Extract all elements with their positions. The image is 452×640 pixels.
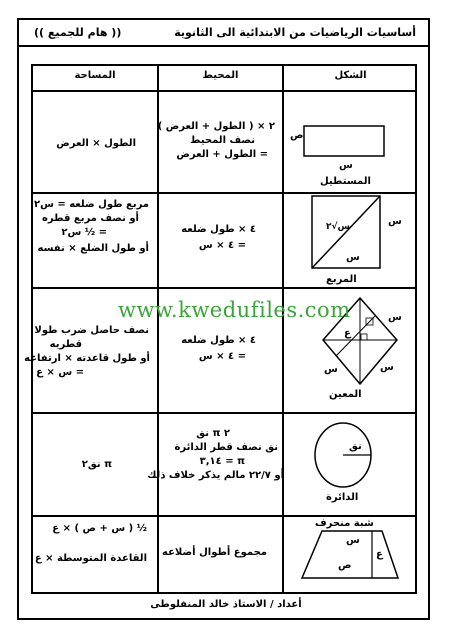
- perimeter-text: ٤ × طول ضلعه: [181, 224, 256, 235]
- perimeter-text: ٤ × طول ضلعه: [181, 335, 256, 346]
- perimeter-text: = ٤ × س: [198, 351, 246, 362]
- page-title: أساسيات الرياضيات من الابتدائية الى الثانوية: [174, 26, 416, 39]
- area-text: أو طول قاعدته × ارتفاعه: [24, 353, 150, 364]
- perimeter-text: مجموع أطوال أضلاعه: [162, 547, 267, 558]
- rectangle-side-label: س: [339, 160, 353, 171]
- area-text: مربع طول ضلعه = س٢: [33, 199, 149, 210]
- rectangle-shape: [304, 126, 384, 156]
- area-text: نصف حاصل ضرب طولا: [34, 325, 149, 336]
- square-diagonal-label: س√٢: [326, 222, 350, 232]
- rhombus-side-label: س: [380, 362, 394, 373]
- perimeter-text: نصف المحيط: [190, 135, 255, 146]
- area-text: ½ ( س + ص ) × ع: [52, 523, 147, 534]
- rhombus-height: [336, 316, 375, 356]
- area-text: الطول × العرض: [56, 138, 136, 149]
- area-text: π نق٢: [81, 459, 112, 470]
- header-note: (( هام للجميع )): [34, 26, 122, 39]
- trapezoid-name: شبة منحرف: [315, 518, 374, 529]
- area-text: أو نصف مربع قطره: [41, 213, 139, 224]
- trapezoid-height-label: ع: [376, 549, 383, 560]
- header-perimeter: المحيط: [202, 70, 239, 81]
- circle-name: الدائرة: [326, 492, 359, 503]
- rhombus-name: المعين: [329, 389, 362, 400]
- header-shape: الشكل: [334, 70, 367, 81]
- rhombus-height-label: ع: [344, 328, 351, 339]
- rhombus-side-label: س: [388, 312, 402, 323]
- right-angle-mark: [361, 334, 367, 340]
- watermark: www.kwedufiles.com: [118, 298, 351, 322]
- square-side-label: س: [388, 216, 402, 227]
- perimeter-text: نق نصف قطر الدائرة: [174, 442, 278, 453]
- perimeter-text: ٢ × ( الطول + العرض ): [157, 121, 275, 132]
- area-text: قطريه: [49, 339, 82, 350]
- trapezoid-top-label: س: [346, 535, 360, 546]
- perimeter-text: = ٤ × س: [198, 240, 246, 251]
- area-text: أو طول الضلع × نفسه: [37, 243, 149, 254]
- perimeter-text: أو ٢٢/٧ مالم يذكر خلاف ذلك: [147, 470, 284, 481]
- perimeter-text: π = ٣,١٤: [199, 456, 245, 467]
- square-side-label: س: [346, 252, 360, 263]
- footer-author: أعداد / الاستاذ خالد المنفلوطى: [150, 599, 302, 610]
- area-text: القاعدة المتوسطة × ع: [34, 553, 147, 564]
- rectangle-side-label: ص: [290, 130, 304, 141]
- square-name: المربع: [326, 274, 357, 285]
- perimeter-text: ٢ π نق: [196, 428, 230, 439]
- rhombus-side-label: س: [324, 364, 338, 375]
- header-area: المساحة: [74, 70, 116, 81]
- rectangle-name: المستطيل: [320, 176, 371, 187]
- trapezoid-bottom-label: ص: [338, 560, 352, 571]
- circle-radius-label: نق: [349, 441, 362, 452]
- perimeter-text: = الطول + العرض: [176, 149, 268, 160]
- area-text: = س × ع: [36, 367, 84, 378]
- area-text: = ½ س٢: [61, 227, 107, 238]
